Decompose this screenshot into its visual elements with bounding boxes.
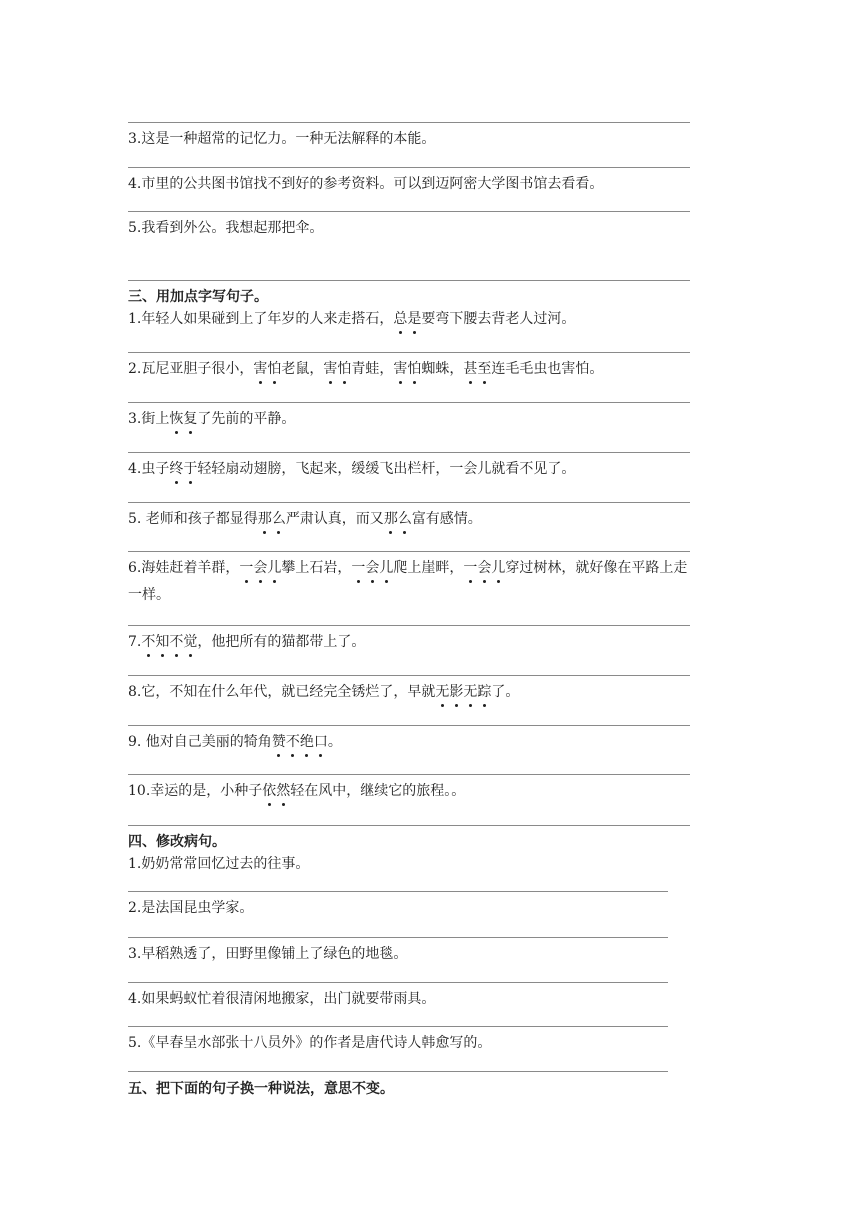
answer-line[interactable] xyxy=(128,982,668,983)
answer-line[interactable] xyxy=(128,167,690,168)
dotted-word: 害怕 xyxy=(393,361,422,377)
dotted-word: 总是 xyxy=(393,311,422,327)
dotted-word: 甚至 xyxy=(463,361,492,377)
section-title: 四、修改病句。 xyxy=(128,834,226,850)
sentence-item: 5.《早春呈水部张十八员外》的作者是唐代诗人韩愈写的。 xyxy=(128,1035,492,1051)
dotted-word: 一会儿 xyxy=(351,560,394,576)
answer-line[interactable] xyxy=(128,122,690,123)
dotted-word: 那么 xyxy=(383,511,412,527)
dotted-sentence-7: 7.不知不觉，他把所有的猫都带上了。 xyxy=(128,634,366,650)
answer-line[interactable] xyxy=(128,352,690,353)
dotted-word: 害怕 xyxy=(323,361,352,377)
dotted-word: 赞不绝口 xyxy=(271,734,328,750)
sentence-item: 1.奶奶常常回忆过去的往事。 xyxy=(128,856,310,872)
answer-line[interactable] xyxy=(128,211,690,212)
sentence-item: 3.早稻熟透了，田野里像铺上了绿色的地毯。 xyxy=(128,946,408,962)
section-title: 五、把下面的句子换一种说法，意思不变。 xyxy=(128,1081,394,1097)
dotted-word: 害怕 xyxy=(253,361,282,377)
answer-line[interactable] xyxy=(128,675,690,676)
answer-line[interactable] xyxy=(128,891,668,892)
dotted-word: 依然 xyxy=(262,783,291,799)
dotted-word: 一会儿 xyxy=(239,560,282,576)
answer-line[interactable] xyxy=(128,452,690,453)
dotted-sentence-9: 9. 他对自己美丽的犄角赞不绝口。 xyxy=(128,734,342,750)
dotted-sentence-5: 5. 老师和孩子都显得那么严肃认真，而又那么富有感情。 xyxy=(128,511,482,527)
section-title: 三、用加点字写句子。 xyxy=(128,289,268,305)
dotted-word: 一会儿 xyxy=(463,560,506,576)
sentence-item: 5.我看到外公。我想起那把伞。 xyxy=(128,220,324,236)
dotted-word: 不知不觉 xyxy=(141,634,198,650)
dotted-sentence-8: 8.它，不知在什么年代，就已经完全锈烂了，早就无影无踪了。 xyxy=(128,684,520,700)
sentence-item: 4.如果蚂蚁忙着很清闲地搬家，出门就要带雨具。 xyxy=(128,991,436,1007)
answer-line[interactable] xyxy=(128,551,690,552)
answer-line[interactable] xyxy=(128,625,690,626)
answer-line[interactable] xyxy=(128,774,690,775)
answer-line[interactable] xyxy=(128,937,668,938)
answer-line[interactable] xyxy=(128,825,690,826)
answer-line[interactable] xyxy=(128,502,690,503)
answer-line[interactable] xyxy=(128,1026,668,1027)
sentence-item: 4.市里的公共图书馆找不到好的参考资料。可以到迈阿密大学图书馆去看看。 xyxy=(128,176,604,192)
dotted-sentence-4: 4.虫子终于轻轻扇动翅膀，飞起来，缓缓飞出栏杆，一会儿就看不见了。 xyxy=(128,461,576,477)
dotted-sentence-10: 10.幸运的是，小种子依然轻在风中，继续它的旅程。。 xyxy=(128,783,466,799)
dotted-sentence-6: 6.海娃赶着羊群，一会儿攀上石岩，一会儿爬上崖畔，一会儿穿过树林，就好像在平路上走 xyxy=(128,560,688,576)
dotted-word: 无影无踪 xyxy=(435,684,492,700)
answer-line[interactable] xyxy=(128,402,690,403)
answer-line[interactable] xyxy=(128,725,690,726)
dotted-sentence-1: 1.年轻人如果碰到上了年岁的人来走搭石，总是要弯下腰去背老人过河。 xyxy=(128,311,576,327)
answer-line[interactable] xyxy=(128,280,690,281)
dotted-sentence-3: 3.街上恢复了先前的平静。 xyxy=(128,411,296,427)
dotted-sentence-2: 2.瓦尼亚胆子很小，害怕老鼠，害怕青蛙，害怕蜘蛛，甚至连毛毛虫也害怕。 xyxy=(128,361,604,377)
dotted-word: 那么 xyxy=(257,511,286,527)
dotted-word: 恢复 xyxy=(169,411,198,427)
sentence-item: 2.是法国昆虫学家。 xyxy=(128,900,254,916)
dotted-word: 终于 xyxy=(169,461,198,477)
sentence-item: 3.这是一种超常的记忆力。一种无法解释的本能。 xyxy=(128,131,436,147)
sentence-continuation: 一样。 xyxy=(128,587,170,603)
answer-line[interactable] xyxy=(128,1071,668,1072)
